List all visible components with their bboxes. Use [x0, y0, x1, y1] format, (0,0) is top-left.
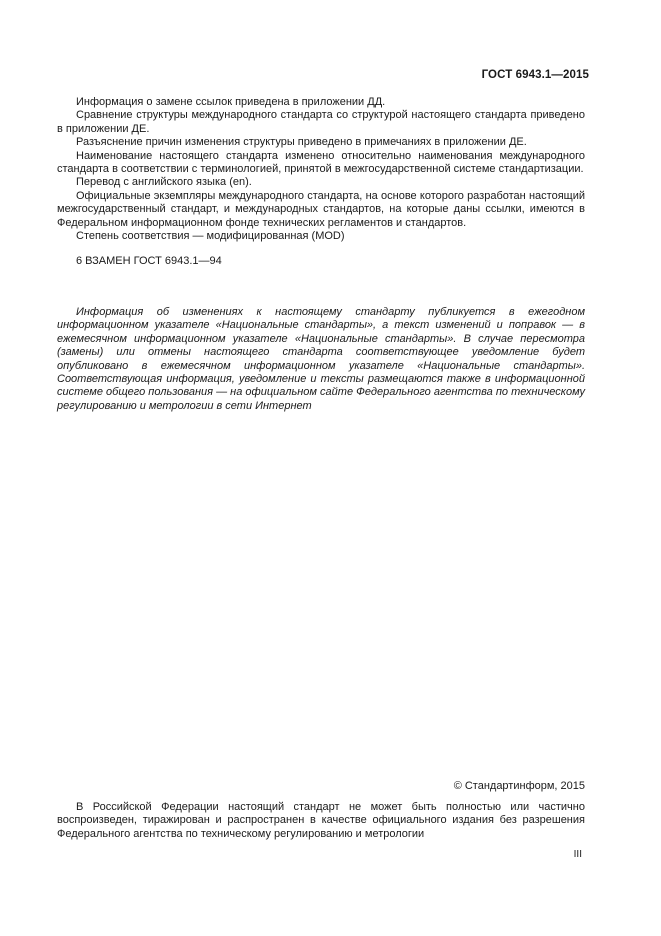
standard-code: ГОСТ 6943.1—2015 [481, 69, 589, 81]
replacement-clause: 6 ВЗАМЕН ГОСТ 6943.1—94 [76, 255, 222, 267]
copyright-line: © Стандартинформ, 2015 [453, 780, 585, 792]
paragraph-structure-comparison: Сравнение структуры международного стандарта со структурой настоящего стандарта приведено в приложении ДЕ. [57, 109, 585, 135]
legal-notice: В Российской Федерации настоящий стандарт не может быть полностью или частично воспроизведен, тиражирован и распространен в качестве официального издания без разрешения Федерального агентства по техническому регулированию и метрологии [57, 801, 585, 840]
paragraph-title-change: Наименование настоящего стандарта изменено относительно наименования международного стандарта в соответствии с терминологией, принятой в межгосударственной системе стандартизации. [57, 149, 585, 176]
paragraph-translation: Перевод с английского языка (en). [76, 176, 252, 189]
paragraph-structure-change-reason: Разъяснение причин изменения структуры приведено в примечаниях в приложении ДЕ. [76, 136, 527, 149]
paragraph-conformity-degree: Степень соответствия — модифицированная (MOD) [76, 230, 345, 243]
main-text [57, 96, 585, 243]
page-number: III [573, 849, 582, 860]
paragraph-reference-replacement: Информация о замене ссылок приведена в приложении ДД. [76, 96, 386, 108]
amendment-notice: Информация об изменениях к настоящему стандарту публикуется в ежегодном информационном указателе «Национальные стандарты», а текст изменений и поправок — в ежемесячном информационном указателе «Национальные стандарты». В случае пересмотра (замены) или отмены настоящего стандарта соответствующее уведомление будет опубликовано в ежемесячном информационном указателе «Национальные стандарты». Соответствующая информация, уведомление и тексты размещаются также в информационной системе общего пользования — на официальном сайте Федерального агентства по техническому регулированию и метрологии в сети Интернет [57, 306, 585, 412]
paragraph-official-copies: Официальные экземпляры международного стандарта, на основе которого разработан настоящий межгосударственный стандарт, и международных стандартов, на которые даны ссылки, имеются в Федеральном информационном фонде технических регламентов и стандартов. [57, 189, 585, 229]
